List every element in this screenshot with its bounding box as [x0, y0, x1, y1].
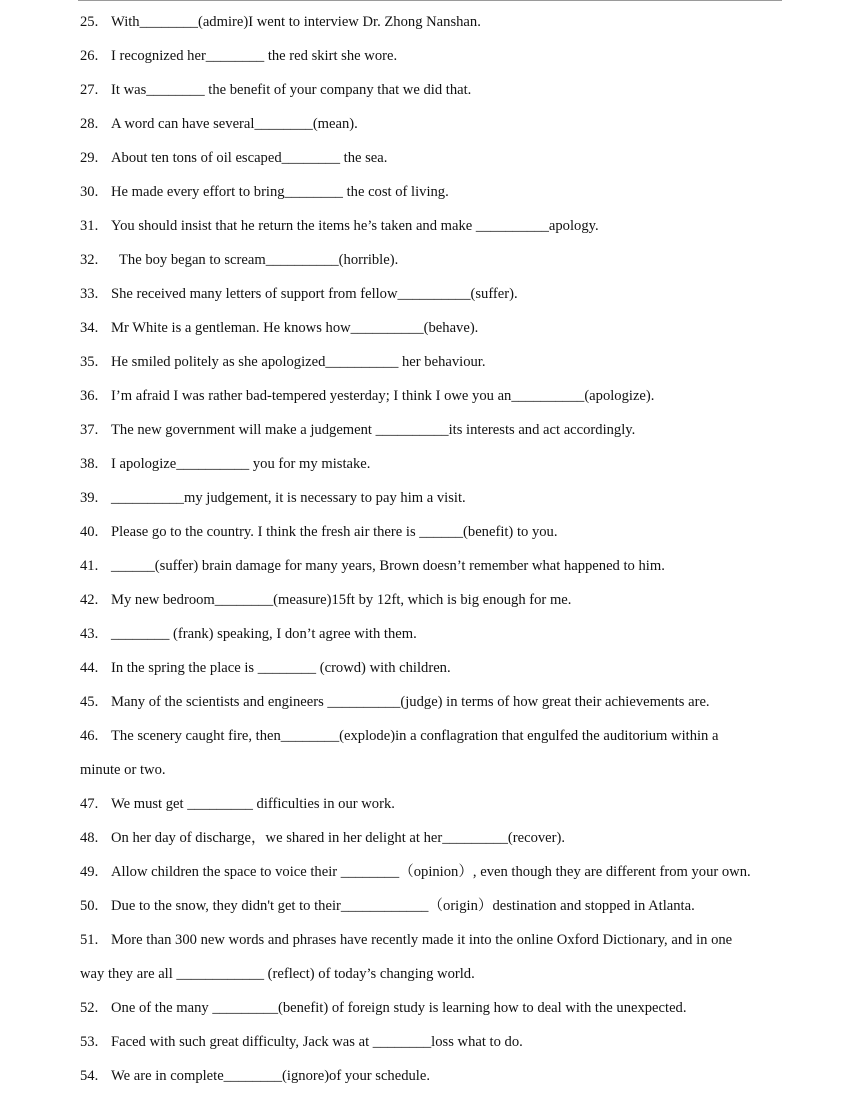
question-34 — [0, 314, 860, 348]
question-37 — [0, 416, 860, 450]
question-number: 49. — [80, 864, 99, 880]
question-number: 33. — [80, 286, 99, 302]
question-53 — [0, 1028, 860, 1062]
question-text: __________my judgement, it is necessary to pay him a visit. — [111, 490, 466, 506]
question-31 — [0, 212, 860, 246]
question-text: It was________ the benefit of your company that we did that. — [111, 82, 472, 98]
question-number: 45. — [80, 694, 99, 710]
question-25 — [0, 8, 860, 42]
question-38 — [0, 450, 860, 484]
question-number: 40. — [80, 524, 99, 540]
question-49 — [0, 858, 860, 892]
question-number: 51. — [80, 932, 99, 948]
question-45 — [0, 688, 860, 722]
question-47 — [0, 790, 860, 824]
question-number: 32. — [80, 252, 99, 268]
question-35 — [0, 348, 860, 382]
question-text: On her day of discharge，we shared in her delight at her_________(recover). — [111, 830, 566, 846]
question-text: ______(suffer) brain damage for many years, Brown doesn’t remember what happened to him. — [111, 558, 665, 574]
question-text: He smiled politely as she apologized__________ her behaviour. — [111, 354, 486, 370]
question-46-continued — [0, 756, 860, 790]
question-36 — [0, 382, 860, 416]
question-27 — [0, 76, 860, 110]
question-text: My new bedroom________(measure)15ft by 12ft, which is big enough for me. — [111, 592, 572, 608]
question-text: Due to the snow, they didn't get to their____________（origin）destination and stopped in Atlanta. — [111, 898, 695, 914]
question-number: 50. — [80, 898, 99, 914]
question-list — [0, 8, 860, 1096]
question-number: 30. — [80, 184, 99, 200]
question-32 — [0, 246, 860, 280]
question-number: 43. — [80, 626, 99, 642]
question-number: 46. — [80, 728, 99, 744]
question-text: With________(admire)I went to interview Dr. Zhong Nanshan. — [111, 14, 481, 30]
question-number: 31. — [80, 218, 99, 234]
question-number: 47. — [80, 796, 99, 812]
question-50 — [0, 892, 860, 926]
question-39 — [0, 484, 860, 518]
question-52 — [0, 994, 860, 1028]
question-text: Many of the scientists and engineers __________(judge) in terms of how great their achievements are. — [111, 694, 710, 710]
question-text-continued: way they are all ____________ (reflect) of today’s changing world. — [80, 966, 475, 982]
top-rule — [78, 0, 782, 1]
question-text: ________ (frank) speaking, I don’t agree with them. — [111, 626, 417, 642]
question-29 — [0, 144, 860, 178]
question-text: Faced with such great difficulty, Jack was at ________loss what to do. — [111, 1034, 523, 1050]
question-41 — [0, 552, 860, 586]
question-number: 38. — [80, 456, 99, 472]
question-text: The new government will make a judgement __________its interests and act accordingly. — [111, 422, 636, 438]
question-text: Please go to the country. I think the fresh air there is ______(benefit) to you. — [111, 524, 558, 540]
question-number: 25. — [80, 14, 99, 30]
question-text: She received many letters of support from fellow__________(suffer). — [111, 286, 518, 302]
question-text: Allow children the space to voice their ________（opinion）, even though they are different from your own. — [111, 864, 751, 880]
question-text: I’m afraid I was rather bad-tempered yesterday; I think I owe you an__________(apologize). — [111, 388, 655, 404]
question-number: 34. — [80, 320, 99, 336]
question-text: In the spring the place is ________ (crowd) with children. — [111, 660, 451, 676]
question-number: 41. — [80, 558, 99, 574]
question-number: 44. — [80, 660, 99, 676]
question-number: 52. — [80, 1000, 99, 1016]
question-43 — [0, 620, 860, 654]
question-51-continued — [0, 960, 860, 994]
question-number: 27. — [80, 82, 99, 98]
question-text: I recognized her________ the red skirt she wore. — [111, 48, 398, 64]
question-number: 37. — [80, 422, 99, 438]
question-number: 54. — [80, 1068, 99, 1084]
question-26 — [0, 42, 860, 76]
question-42 — [0, 586, 860, 620]
question-text: Mr White is a gentleman. He knows how__________(behave). — [111, 320, 479, 336]
question-number: 29. — [80, 150, 99, 166]
question-text: The boy began to scream__________(horrible). — [119, 252, 399, 268]
question-40 — [0, 518, 860, 552]
question-54 — [0, 1062, 860, 1096]
question-text: We must get _________ difficulties in our work. — [111, 796, 395, 812]
question-30 — [0, 178, 860, 212]
question-number: 26. — [80, 48, 99, 64]
question-28 — [0, 110, 860, 144]
question-text: I apologize__________ you for my mistake. — [111, 456, 371, 472]
question-text: A word can have several________(mean). — [111, 116, 358, 132]
question-number: 53. — [80, 1034, 99, 1050]
question-number: 35. — [80, 354, 99, 370]
question-text: We are in complete________(ignore)of your schedule. — [111, 1068, 430, 1084]
question-number: 42. — [80, 592, 99, 608]
question-text: More than 300 new words and phrases have recently made it into the online Oxford Dictionary, and in one — [111, 932, 733, 948]
question-44 — [0, 654, 860, 688]
question-number: 28. — [80, 116, 99, 132]
question-51 — [0, 926, 860, 960]
question-text: He made every effort to bring________ the cost of living. — [111, 184, 449, 200]
question-text: The scenery caught fire, then________(explode)in a conflagration that engulfed the auditorium within a — [111, 728, 719, 744]
question-48 — [0, 824, 860, 858]
question-text-continued: minute or two. — [80, 762, 166, 778]
question-text: One of the many _________(benefit) of foreign study is learning how to deal with the unexpected. — [111, 1000, 687, 1016]
question-number: 36. — [80, 388, 99, 404]
question-number: 39. — [80, 490, 99, 506]
question-text: About ten tons of oil escaped________ the sea. — [111, 150, 388, 166]
question-text: You should insist that he return the items he’s taken and make __________apology. — [111, 218, 599, 234]
question-33 — [0, 280, 860, 314]
question-number: 48. — [80, 830, 99, 846]
question-46 — [0, 722, 860, 756]
